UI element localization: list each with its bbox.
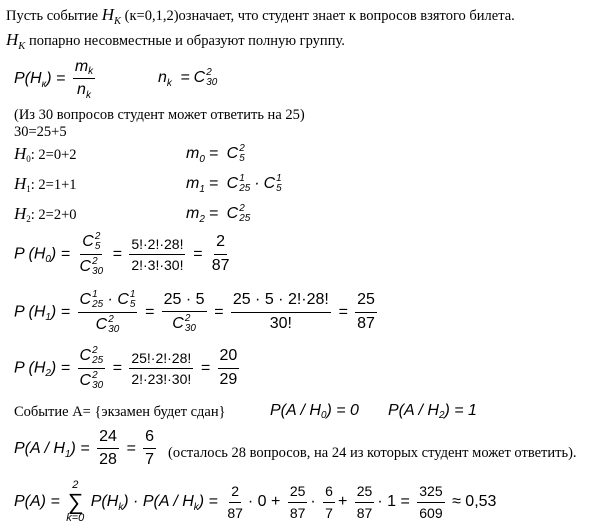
- hypothesis-0: $H_0$: 2=0+2: [14, 144, 77, 165]
- probability-definition: $P(H_к)$ = $\frac{m_k}{n_k}$: [14, 58, 94, 101]
- p-a-h1-formula: $P(A / H_1)$ = $\frac{24}{28}$ = $\frac{6}{7}$: [14, 428, 155, 469]
- hypothesis-2: $H_2$: 2=2+0: [14, 204, 77, 225]
- hypotheses-line: [6, 30, 345, 50]
- nk-formula: $n_k = C$ 2 30: [158, 67, 218, 89]
- hypothesis-1: $H_1$: 2=1+1: [14, 174, 77, 195]
- hypotheses-text: попарно несовместные и образуют полную группу.: [25, 33, 345, 49]
- hypothesis-symbol: $H_K$: [101, 5, 122, 27]
- p-a-h2: $P(A / H_2) = 1$: [388, 402, 477, 422]
- total-probability-formula: P(A) = 2 ∑ k=0 $P(H_k) \cdot P(A / H_k)$ = $\frac{2}{87}$ · 0 + $\frac{25}{87}$ · $\frac{6}{7}$ + $\frac{25}{87}$ · 1 = $\frac{325}{609}$ ≈ 0,53: [14, 479, 497, 524]
- p-a-h0: $P(A / H_0) = 0$: [270, 402, 359, 422]
- note-questions: (Из 30 вопросов студент может ответить на 25): [14, 107, 305, 123]
- p-h0-formula: P $(H_0)$ = C 2 5 C 2 30 = $\frac{5!\cdot 2!\cdot 28!}{2!\cdot 3!\cdot 30!}$ = $\frac{2}{87}$: [14, 231, 230, 277]
- mk-over-nk-fraction: $\frac{m_k}{n_k}$: [74, 58, 94, 101]
- note-split: 30=25+5: [14, 124, 67, 140]
- p-h1-formula: P $(H_1)$ = C 1 25 · C 1 5 C 2 30 = 25 · 5 C 2 30 = $\frac{25 \cdot 5 \cdot 2!\cdot 28!}{30!}$ = $\frac{25}{87}$: [14, 289, 375, 335]
- m1-formula: $m_1 = C$ 1 25 · C 1 5: [186, 173, 282, 195]
- intro-line: [6, 5, 515, 25]
- p-h2-formula: P $(H_2)$ = C 2 25 C 2 30 = $\frac{25!\cdot 2!\cdot 28!}{2!\cdot 23!\cdot 30!}$ = $\frac{20}{29}$: [14, 345, 238, 391]
- intro-definition: (к=0,1,2)означает, что студент знает к вопросов взятого билета.: [121, 8, 515, 24]
- intro-text: Пусть событие: [6, 8, 102, 24]
- m2-formula: $m_2 = C$ 2 25: [186, 203, 251, 225]
- p-a-h1-note: (осталось 28 вопросов, на 24 из которых студент может ответить).: [168, 445, 577, 461]
- m0-formula: $m_0 = C$ 2 5: [186, 143, 245, 165]
- sum-sign: 2 ∑ k=0: [66, 479, 85, 524]
- event-text: Событие А= {экзамен будет сдан}: [14, 404, 226, 420]
- hypothesis-symbol: $H_K$: [6, 30, 26, 52]
